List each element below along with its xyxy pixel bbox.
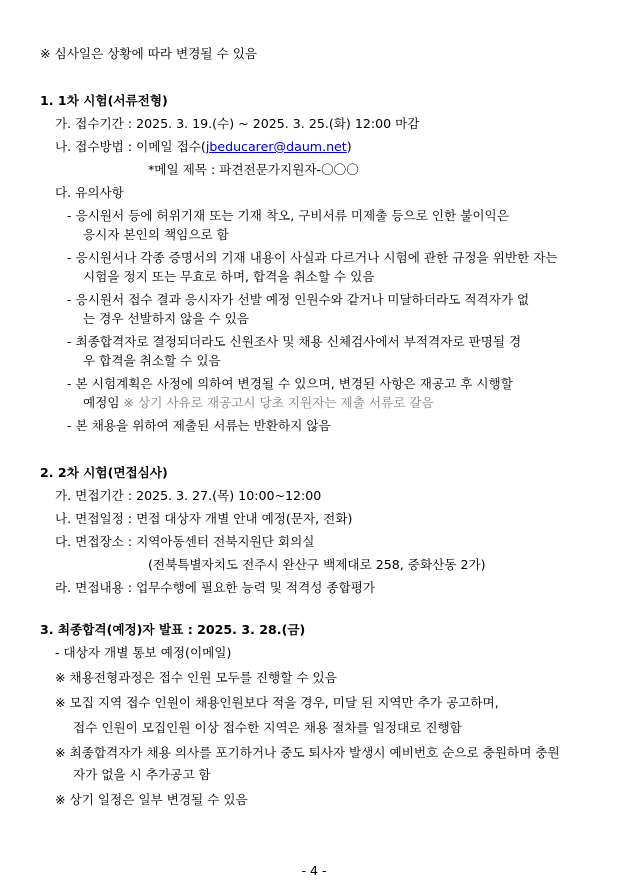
- top-note: ※ 심사일은 상황에 따라 변경될 수 있음: [40, 46, 258, 61]
- note-5-remark: ※ 상기 사유로 재공고시 당초 지원자는 제출 서류로 갈음: [119, 395, 434, 410]
- notes-title: 다. 유의사항: [55, 185, 124, 200]
- remark-1: ※ 채용전형과정은 접수 인원 모두를 진행할 수 있음: [55, 670, 337, 685]
- remark-2-line-2: 접수 인원이 모집인원 이상 접수한 지역은 채용 절차를 일정대로 진행함: [73, 720, 462, 735]
- note-4-line-1: - 최종합격자로 결정되더라도 신원조사 및 채용 신체검사에서 부적격자로 판명될 경: [67, 334, 522, 349]
- note-1-line-1: - 응시원서 등에 허위기재 또는 기재 착오, 구비서류 미제출 등으로 인한 불이익은: [67, 208, 509, 223]
- note-5-text: 예정임: [83, 395, 120, 410]
- remark-3-line-1: ※ 최종합격자가 채용 의사를 포기하거나 중도 퇴사자 발생시 예비번호 순으로 충원하며 충원: [55, 745, 560, 760]
- note-3-line-2: 는 경우 선발하지 않을 수 있음: [83, 311, 250, 326]
- mail-title-note: *메일 제목 : 파견전문가지원자-〇〇〇: [148, 162, 359, 177]
- note-5-line-2: [83, 394, 434, 412]
- interview-location: 다. 면접장소 : 지역아동센터 전북지원단 회의실: [55, 534, 315, 549]
- section-2-title: 2. 2차 시험(면접심사): [40, 465, 168, 480]
- section-3-title: 3. 최종합격(예정)자 발표 : 2025. 3. 28.(금): [40, 622, 306, 637]
- interview-address: (전북특별자치도 전주시 완산구 백제대로 258, 중화산동 2가): [148, 557, 486, 572]
- method-suffix: ): [346, 139, 352, 154]
- remark-3-line-2: 자가 없을 시 추가공고 함: [73, 767, 211, 782]
- method-prefix: 나. 접수방법 : 이메일 접수(: [55, 139, 206, 154]
- note-2-line-1: - 응시원서나 각종 증명서의 기재 내용이 사실과 다르거나 시험에 관한 규정을 위반한 자는: [67, 250, 558, 265]
- notification-note: - 대상자 개별 통보 예정(이메일): [55, 645, 232, 660]
- remark-2-line-1: ※ 모집 지역 접수 인원이 채용인원보다 적을 경우, 미달 된 지역만 추가 공고하며,: [55, 695, 499, 710]
- note-1-line-2: 응시자 본인의 책임으로 함: [83, 227, 229, 242]
- page-number: - 4 -: [301, 863, 327, 878]
- application-period: 가. 접수기간 : 2025. 3. 19.(수) ~ 2025. 3. 25.(화) 12:00 마감: [55, 116, 420, 131]
- note-5-line-1: - 본 시험계획은 사정에 의하여 변경될 수 있으며, 변경된 사항은 재공고 후 시행할: [67, 376, 513, 391]
- remark-4: ※ 상기 일정은 일부 변경될 수 있음: [55, 792, 248, 807]
- section-1-title: 1. 1차 시험(서류전형): [40, 93, 168, 108]
- interview-period: 가. 면접기간 : 2025. 3. 27.(목) 10:00~12:00: [55, 488, 322, 503]
- email-link[interactable]: jbeducarer@daum.net: [205, 139, 347, 154]
- note-4-line-2: 우 합격을 취소할 수 있음: [83, 353, 221, 368]
- interview-schedule: 나. 면접일정 : 면접 대상자 개별 안내 예정(문자, 전화): [55, 511, 353, 526]
- application-method: [55, 138, 352, 156]
- note-2-line-2: 시험을 정지 또는 무효로 하며, 합격을 취소할 수 있음: [83, 269, 375, 284]
- note-6: - 본 채용을 위하여 제출된 서류는 반환하지 않음: [67, 418, 331, 433]
- interview-content: 라. 면접내용 : 업무수행에 필요한 능력 및 적격성 종합평가: [55, 580, 376, 595]
- note-3-line-1: - 응시원서 접수 결과 응시자가 선발 예정 인원수와 같거나 미달하더라도 적격자가 없: [67, 292, 530, 307]
